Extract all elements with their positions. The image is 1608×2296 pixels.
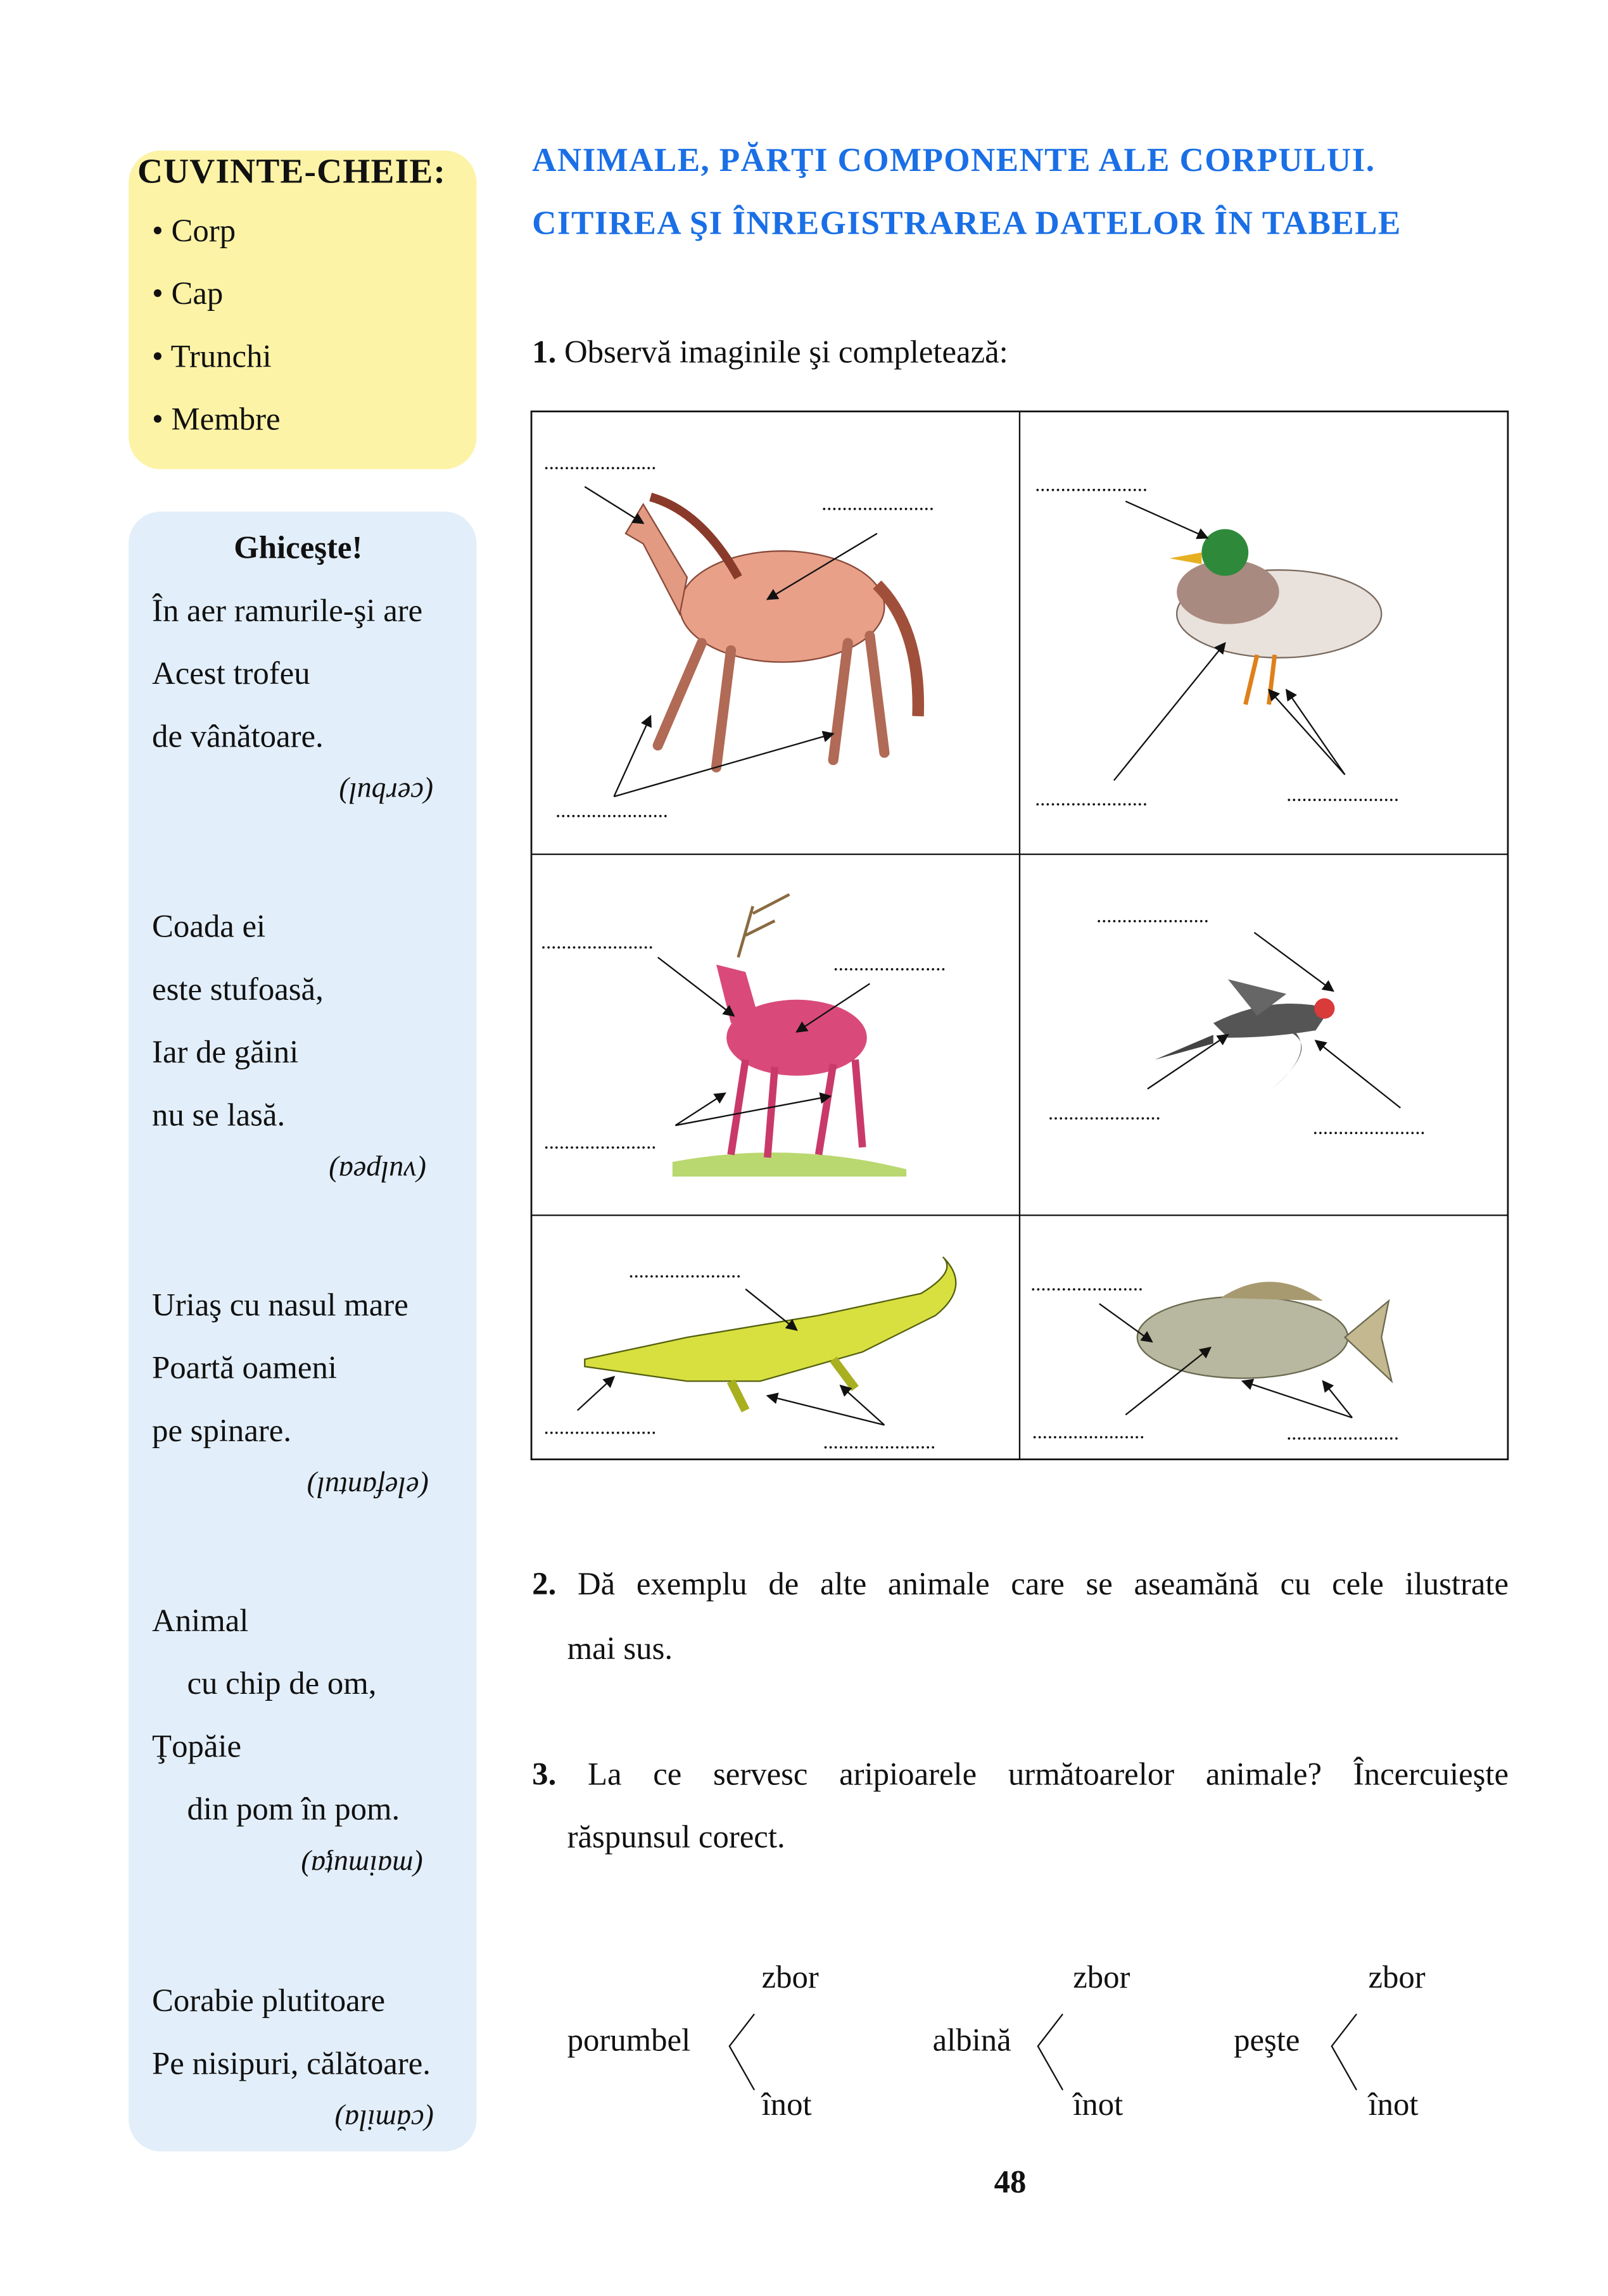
swallow-illustration xyxy=(1155,979,1334,1088)
riddle-answer: (cămila) xyxy=(334,2103,434,2136)
riddle-line: cu chip de om, xyxy=(187,1665,377,1701)
riddle-answer: (maimuţa) xyxy=(301,1848,423,1881)
riddle-line: nu se lasă. xyxy=(152,1096,286,1133)
exercise-2-prompt xyxy=(532,1565,1509,1603)
riddle-line: Acest trofeu xyxy=(152,655,310,691)
exercise-number: 3. xyxy=(532,1755,557,1792)
exercise-text: răspunsul corect. xyxy=(567,1818,785,1855)
lesson-title-line1: ANIMALE, PĂRŢI COMPONENTE ALE CORPULUI. xyxy=(532,141,1376,179)
answer-blank[interactable]: ...................... xyxy=(628,1261,742,1284)
riddle-line: din pom în pom. xyxy=(187,1790,400,1827)
exercise-3-prompt xyxy=(532,1755,1509,1793)
riddle-line: Ţopăie xyxy=(152,1727,242,1764)
lesson-title-line2: CITIREA ŞI ÎNREGISTRAREA DATELOR ÎN TABELE xyxy=(532,205,1402,241)
answer-blank[interactable]: ...................... xyxy=(543,453,657,476)
keywords-title: CUVINTE-CHEIE: xyxy=(137,153,446,192)
answer-blank[interactable]: ...................... xyxy=(1032,1422,1145,1444)
answer-blank[interactable]: ...................... xyxy=(1286,785,1399,807)
exercise-text: La ce servesc aripioarele următoarelor animale? Încercuieşte xyxy=(587,1755,1509,1792)
animal-label: porumbel xyxy=(567,2021,691,2058)
option-zbor[interactable]: zbor xyxy=(1368,1958,1426,1995)
answer-blank[interactable]: ...................... xyxy=(821,494,934,516)
answer-blank[interactable]: ...................... xyxy=(555,800,668,823)
riddle-line: pe spinare. xyxy=(152,1411,292,1449)
riddle-answer: (cerbul) xyxy=(339,776,434,809)
riddle-line: Uriaş cu nasul mare xyxy=(152,1286,408,1323)
riddle-line: Poartă oameni xyxy=(152,1349,337,1386)
keyword-item: • Corp xyxy=(152,211,236,249)
answer-blank[interactable]: ...................... xyxy=(823,1432,936,1454)
answer-blank[interactable]: ...................... xyxy=(1048,1103,1161,1126)
duck-illustration xyxy=(1170,529,1382,705)
page-number: 48 xyxy=(994,2163,1027,2200)
answer-blank[interactable]: ...................... xyxy=(833,954,946,976)
riddle-line: Iar de găini xyxy=(152,1033,299,1070)
answer-blank[interactable]: ...................... xyxy=(1312,1118,1426,1140)
answer-blank[interactable]: ...................... xyxy=(1035,789,1148,812)
riddles-title: Ghiceşte! xyxy=(234,529,363,566)
riddle-line: Coada ei xyxy=(152,907,266,945)
option-zbor[interactable]: zbor xyxy=(1073,1958,1130,1995)
riddle-line: Pe nisipuri, călătoare. xyxy=(152,2045,431,2081)
riddle-line: În aer ramurile-şi are xyxy=(152,591,423,629)
deer-illustration xyxy=(673,895,906,1176)
fish-illustration xyxy=(1137,1282,1392,1381)
option-inot[interactable]: înot xyxy=(1073,2085,1124,2123)
exercise-text: Dă exemplu de alte animale care se aseamănă cu cele ilustrate xyxy=(577,1565,1509,1602)
option-zbor[interactable]: zbor xyxy=(761,1958,819,1995)
keyword-item: • Trunchi xyxy=(152,337,272,374)
answer-blank[interactable]: ...................... xyxy=(1286,1423,1399,1446)
answer-blank[interactable]: ...................... xyxy=(541,932,654,955)
animal-label: albină xyxy=(932,2021,1011,2058)
answer-blank[interactable]: ...................... xyxy=(543,1417,657,1440)
riddle-line: de vânătoare. xyxy=(152,717,324,755)
exercise-number: 1. xyxy=(532,333,557,370)
riddle-line: este stufoasă, xyxy=(152,970,324,1007)
riddle-answer: (vulpea) xyxy=(329,1154,427,1187)
answer-blank[interactable]: ...................... xyxy=(1035,475,1148,497)
riddle-line: Animal xyxy=(152,1601,249,1639)
option-inot[interactable]: înot xyxy=(761,2085,812,2123)
animal-label: peşte xyxy=(1234,2021,1300,2058)
horse-illustration xyxy=(626,497,918,767)
riddle-line: Corabie plutitoare xyxy=(152,1981,386,2019)
riddle-answer: (elefantul) xyxy=(307,1470,429,1503)
answer-blank[interactable]: ...................... xyxy=(1096,906,1209,928)
answer-blank[interactable]: ...................... xyxy=(543,1132,657,1155)
option-inot[interactable]: înot xyxy=(1368,2085,1419,2123)
keyword-item: • Cap xyxy=(152,274,224,312)
keyword-item: • Membre xyxy=(152,400,281,438)
exercise-text: Observă imaginile şi completează: xyxy=(564,333,1008,370)
exercise-number: 2. xyxy=(532,1565,557,1602)
exercise-text: mai sus. xyxy=(567,1629,673,1667)
answer-blank[interactable]: ...................... xyxy=(1030,1274,1144,1297)
